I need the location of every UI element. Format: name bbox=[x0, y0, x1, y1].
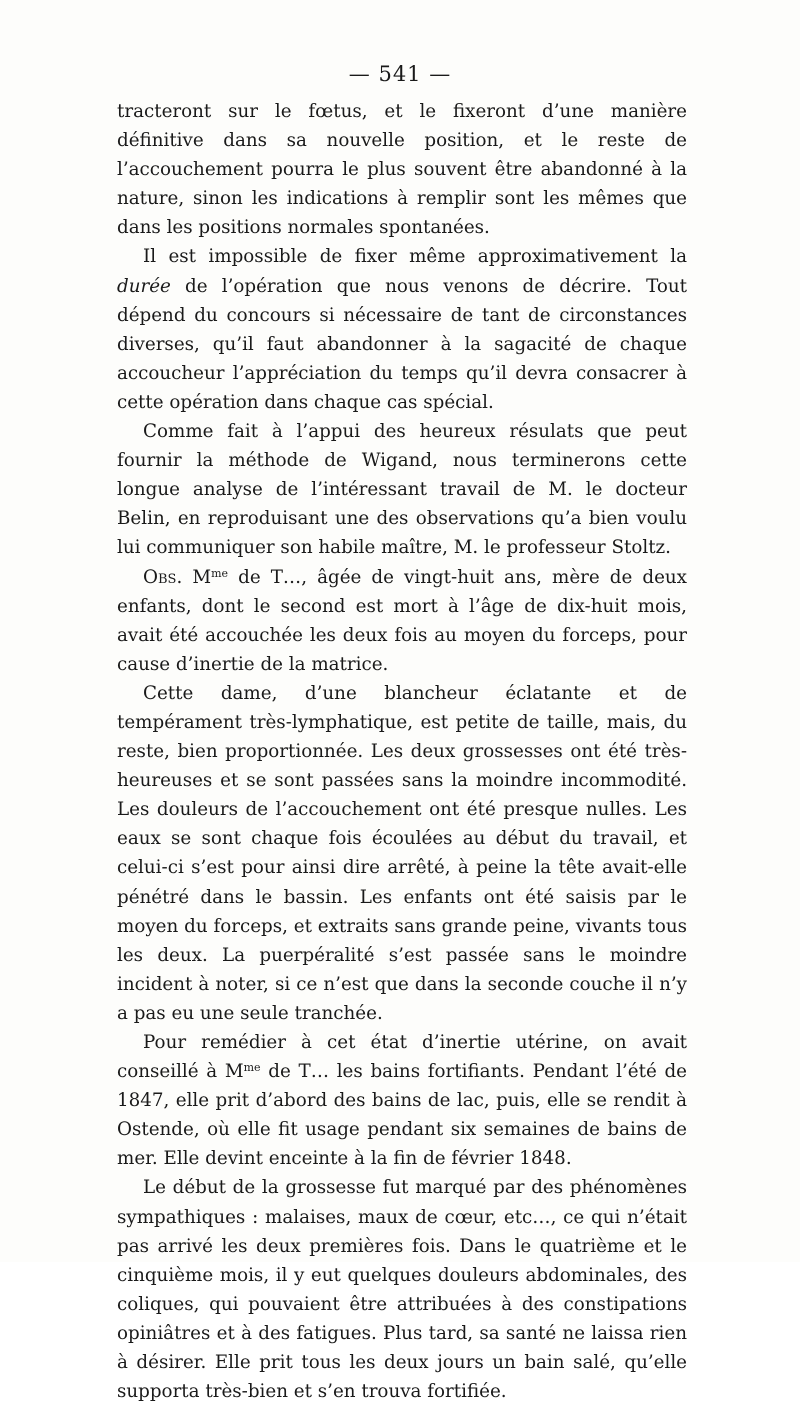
observation-text: de T…, âgée de vingt-huit ans, mère de deux enfants, dont le second est mort à l’âge de dix-huit mois, avait été accouchée les deux fois au moyen du forceps, pour cause d’inertie de la matrice. bbox=[117, 566, 687, 675]
paragraph-remedy-start: Pour remédier à cet état d’inertie utérine, on avait conseillé à M bbox=[117, 1032, 687, 1083]
paragraph-pregnancy: Le début de la grossesse fut marqué par des phénomènes sympathiques : malaises, maux de cœur, etc…, ce qui n’était pas arrivé les deux premières fois. Dans le quatrième et le cinquième mois, il y eut quelques douleurs abdominales, des coliques, qui pouvaient être attribuées à des constipations opiniâtres et à des fatigues. Plus tard, sa santé ne laissa rien à désirer. Elle prit tous les deux jours un bain salé, qu’elle supporta très-bien et s’en trouva fortifiée. bbox=[117, 1177, 687, 1403]
paragraph-wigand: Comme fait à l’appui des heureux résulats que peut fournir la méthode de Wigand, nous terminerons cette longue analyse de l’intéressant travail de M. le docteur Belin, en reproduisant une des observations qu’a bien voulu lui communiquer son habile maître, M. le professeur Stoltz. bbox=[117, 421, 687, 559]
paragraph-continuation: tracteront sur le fœtus, et le fixeront d’une manière définitive dans sa nouvelle position, et le reste de l’accouchement pourra le plus souvent être abandonné à la nature, sinon les indications à remplir sont les mêmes que dans les positions normales spontanées. bbox=[117, 101, 687, 239]
paragraph-observation bbox=[117, 563, 687, 679]
body-text bbox=[117, 97, 687, 1406]
paragraph-description: Cette dame, d’une blancheur éclatante et de tempérament très-lymphatique, est petite de taille, mais, du reste, bien proportionnée. Les deux grossesses ont été très-heureuses et se sont passées sans la moindre incommodité. Les douleurs de l’accouchement ont été presque nulles. Les eaux se sont chaque fois écoulées au début du travail, et celui-ci s’est pour ainsi dire arrêté, à peine la tête avait-elle pénétré dans le bassin. Les enfants ont été saisis par le moyen du forceps, et extraits sans grande peine, vivants tous les deux. La puerpéralité s’est passée sans le moindre incident à noter, si ce n’est que dans la seconde couche il n’y a pas eu une seule tranchée. bbox=[117, 682, 687, 1024]
paragraph-remedy-sup: me bbox=[243, 1061, 261, 1075]
page-number: — 541 — bbox=[348, 62, 452, 86]
observation-label: Obs. bbox=[143, 566, 183, 588]
observation-title-sup: me bbox=[211, 566, 229, 580]
paragraph-duration-start: Il est impossible de fixer même approximativement la bbox=[143, 246, 687, 268]
paragraph-duration-end: de l’opération que nous venons de décrire. Tout dépend du concours si nécessaire de tant de circonstances diverses, qu’il faut abandonner à la sagacité de chaque accoucheur l’appréciation du temps qu’il devra consacrer à cette opération dans chaque cas spécial. bbox=[117, 275, 687, 413]
paragraph-duration bbox=[117, 242, 687, 417]
observation-title: M bbox=[182, 566, 212, 588]
emphasis-duree: durée bbox=[117, 275, 171, 297]
paragraph-remedy bbox=[117, 1028, 687, 1173]
paragraph-remedy-end: de T… les bains fortifiants. Pendant l’été de 1847, elle prit d’abord des bains de lac, puis, elle se rendit à Ostende, où elle fit usage pendant six semaines de bains de mer. Elle devint enceinte à la fin de février 1848. bbox=[117, 1061, 687, 1170]
